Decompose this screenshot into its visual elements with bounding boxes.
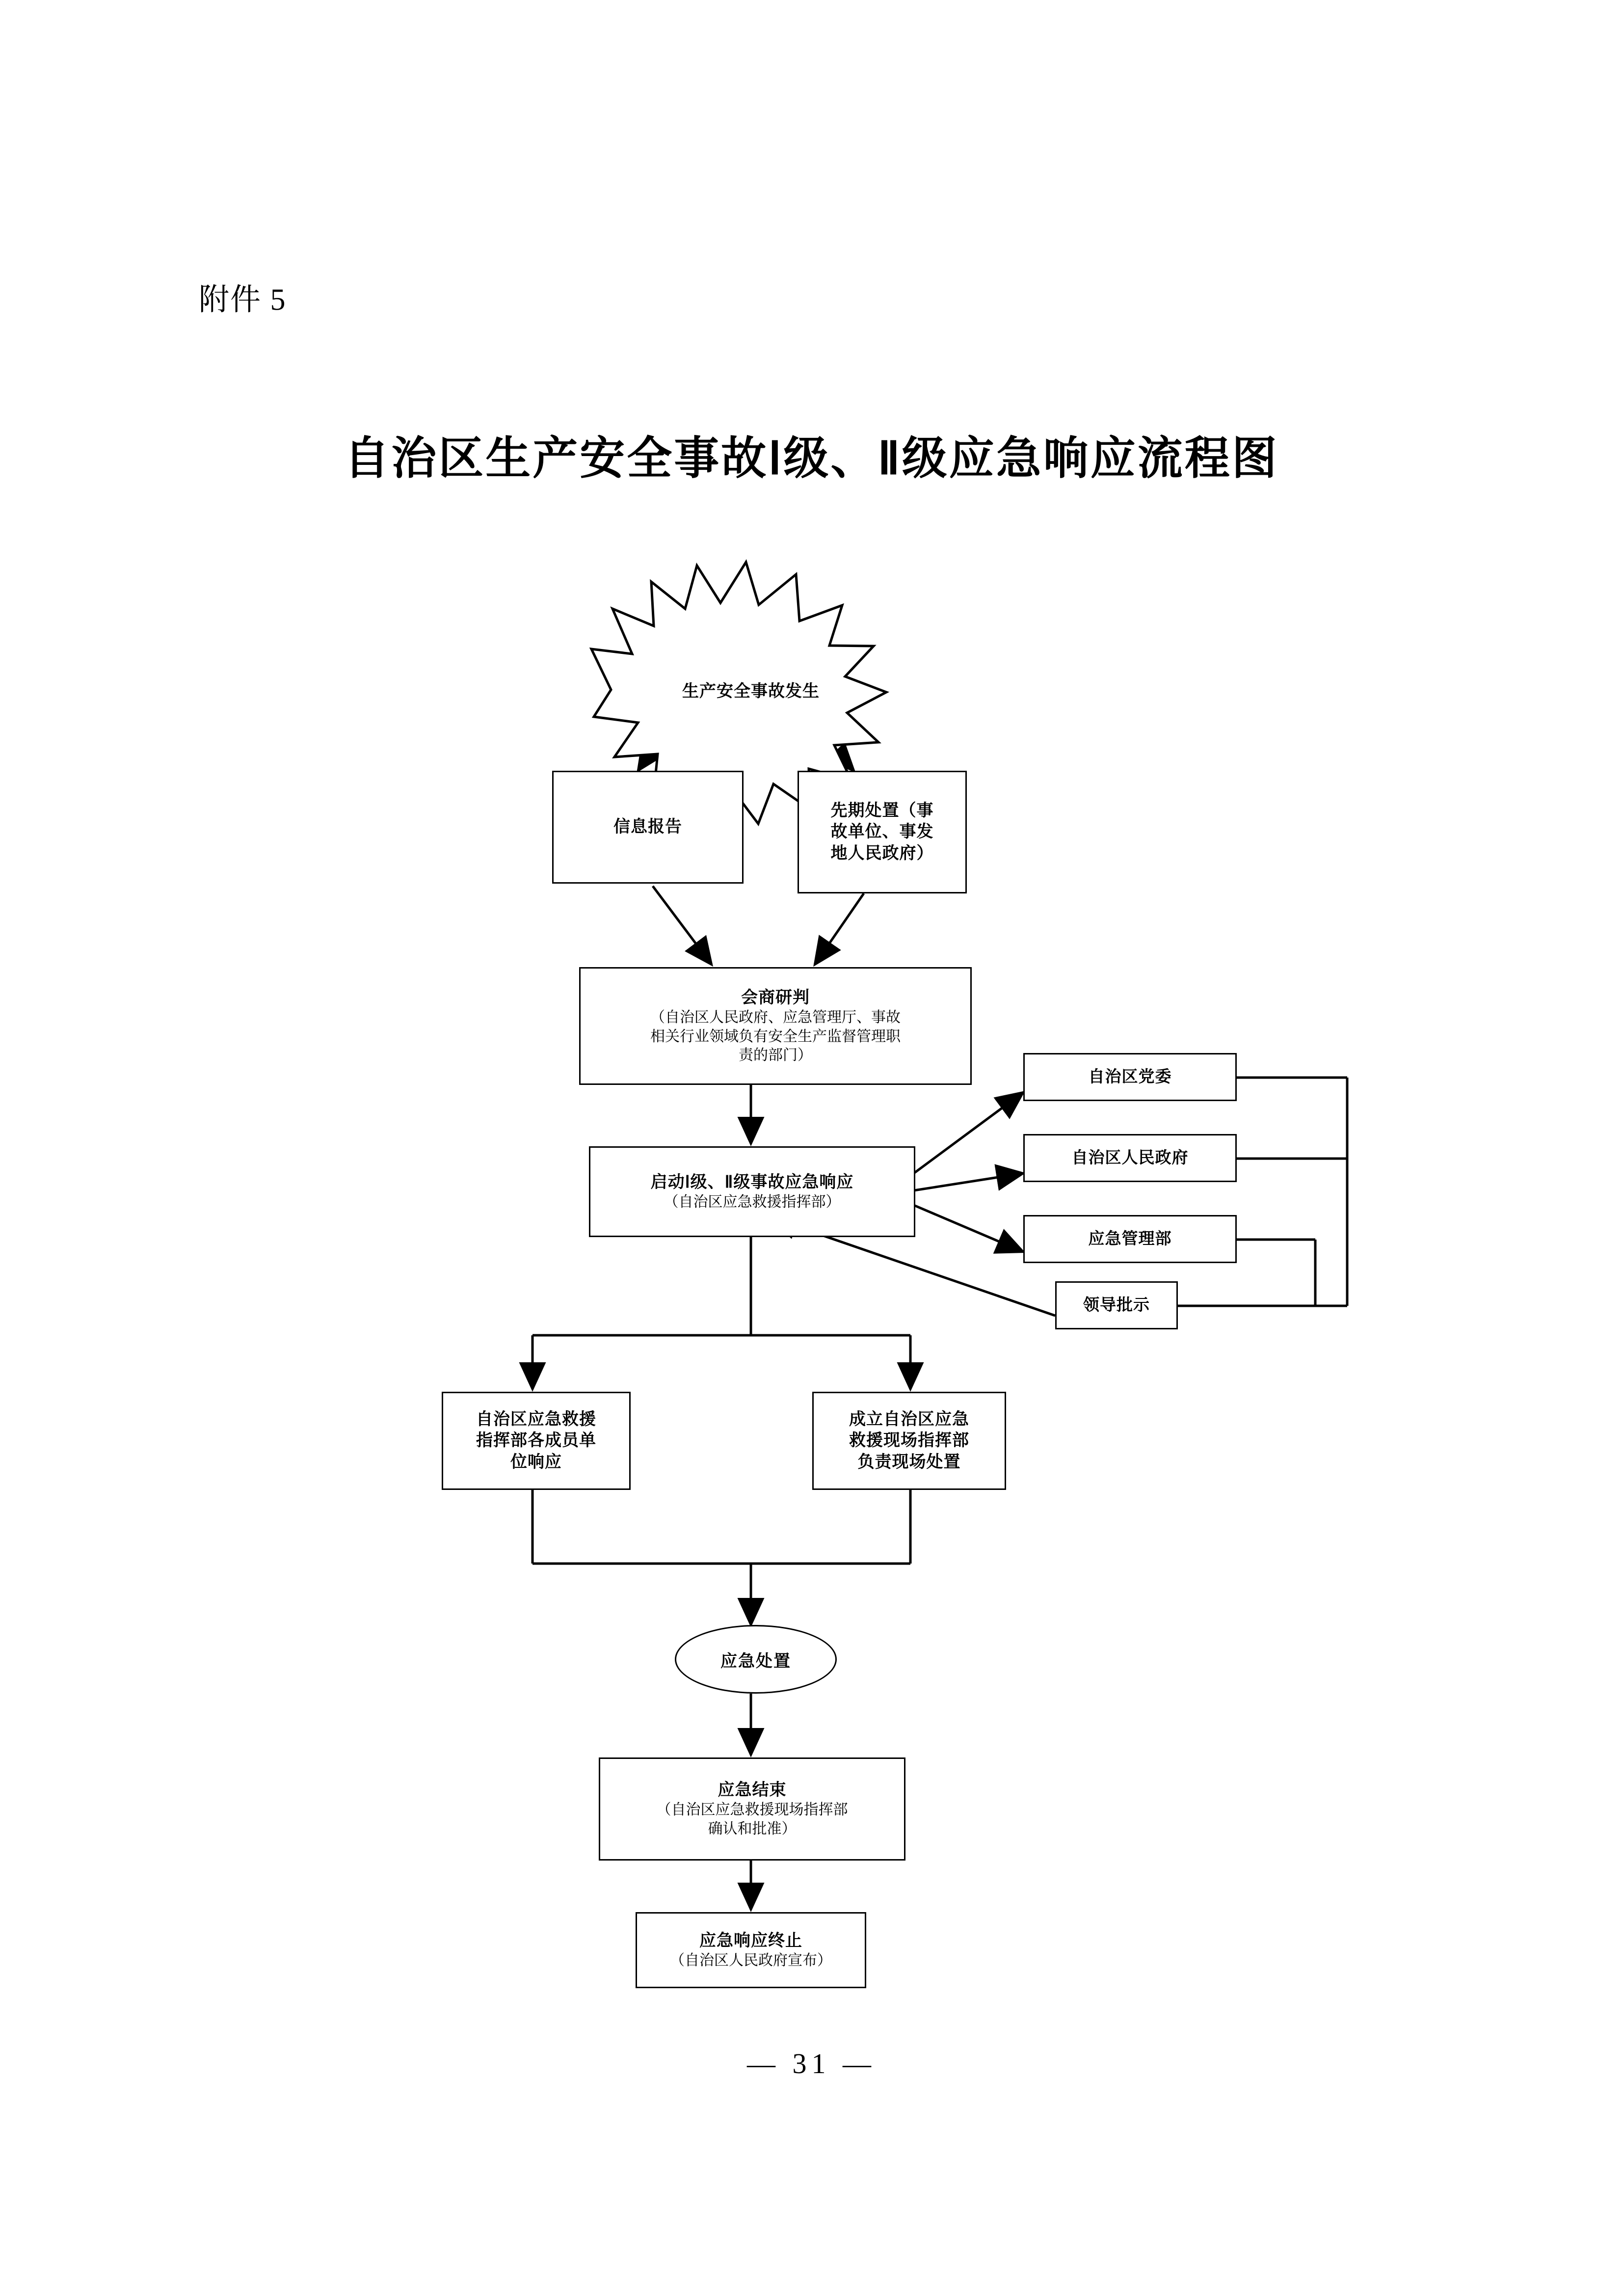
node-activate-response-sub: （自治区应急救援指挥部） (664, 1194, 841, 1211)
node-regional-government (1023, 1134, 1237, 1182)
node-onsite-command-line2: 救援现场指挥部 (849, 1432, 969, 1450)
node-onsite-command-line1: 成立自治区应急 (849, 1410, 969, 1429)
node-member-units-line1: 自治区应急救援 (476, 1410, 596, 1429)
node-leader-instruction-label: 领导批示 (1083, 1296, 1150, 1314)
node-accident-label: 生产安全事故发生 (682, 682, 820, 701)
node-emergency-disposal (675, 1625, 837, 1694)
node-information-report (552, 771, 744, 884)
node-member-units-line2: 指挥部各成员单 (476, 1432, 596, 1450)
node-onsite-command (812, 1392, 1006, 1490)
page-number: — 31 — (747, 2048, 876, 2080)
attachment-label: 附件 5 (199, 283, 287, 317)
node-emergency-ministry (1023, 1215, 1237, 1263)
node-leader-instruction (1055, 1281, 1178, 1329)
node-initial-disposal (798, 771, 967, 893)
node-party-committee (1023, 1053, 1237, 1101)
node-emergency-end-title: 应急结束 (718, 1781, 787, 1799)
node-activate-response-title: 启动Ⅰ级、Ⅱ级事故应急响应 (650, 1173, 854, 1191)
node-consultation-line2: 相关行业领域负有安全生产监督管理职 (650, 1028, 901, 1045)
node-party-committee-label: 自治区党委 (1088, 1068, 1172, 1086)
node-initial-disposal-line2: 故单位、事发 (830, 823, 934, 841)
node-activate-response (589, 1146, 915, 1237)
node-initial-disposal-line1: 先期处置（事 (830, 801, 934, 820)
flowchart (0, 520, 1623, 2008)
node-emergency-ministry-label: 应急管理部 (1088, 1230, 1172, 1248)
node-member-units (442, 1392, 631, 1490)
node-response-termination-sub: （自治区人民政府宣布） (670, 1952, 832, 1969)
node-information-report-label: 信息报告 (613, 818, 682, 837)
node-onsite-command-line3: 负责现场处置 (857, 1453, 961, 1471)
node-member-units-line3: 位响应 (510, 1453, 562, 1471)
node-emergency-disposal-label: 应急处置 (720, 1652, 791, 1671)
node-initial-disposal-line3: 地人民政府） (830, 844, 934, 863)
node-response-termination-title: 应急响应终止 (699, 1931, 802, 1950)
node-consultation-title: 会商研判 (741, 988, 810, 1007)
page-title: 自治区生产安全事故Ⅰ级、Ⅱ级应急响应流程图 (344, 433, 1279, 484)
node-consultation-line1: （自治区人民政府、应急管理厅、事故 (650, 1009, 901, 1026)
node-regional-government-label: 自治区人民政府 (1071, 1149, 1189, 1167)
node-emergency-end (599, 1757, 905, 1861)
node-emergency-end-line2: 确认和批准） (708, 1820, 797, 1837)
node-consultation-line3: 责的部门） (739, 1047, 812, 1063)
node-response-termination (636, 1912, 866, 1988)
node-emergency-end-line1: （自治区应急救援现场指挥部 (656, 1802, 848, 1818)
node-consultation (579, 967, 972, 1085)
